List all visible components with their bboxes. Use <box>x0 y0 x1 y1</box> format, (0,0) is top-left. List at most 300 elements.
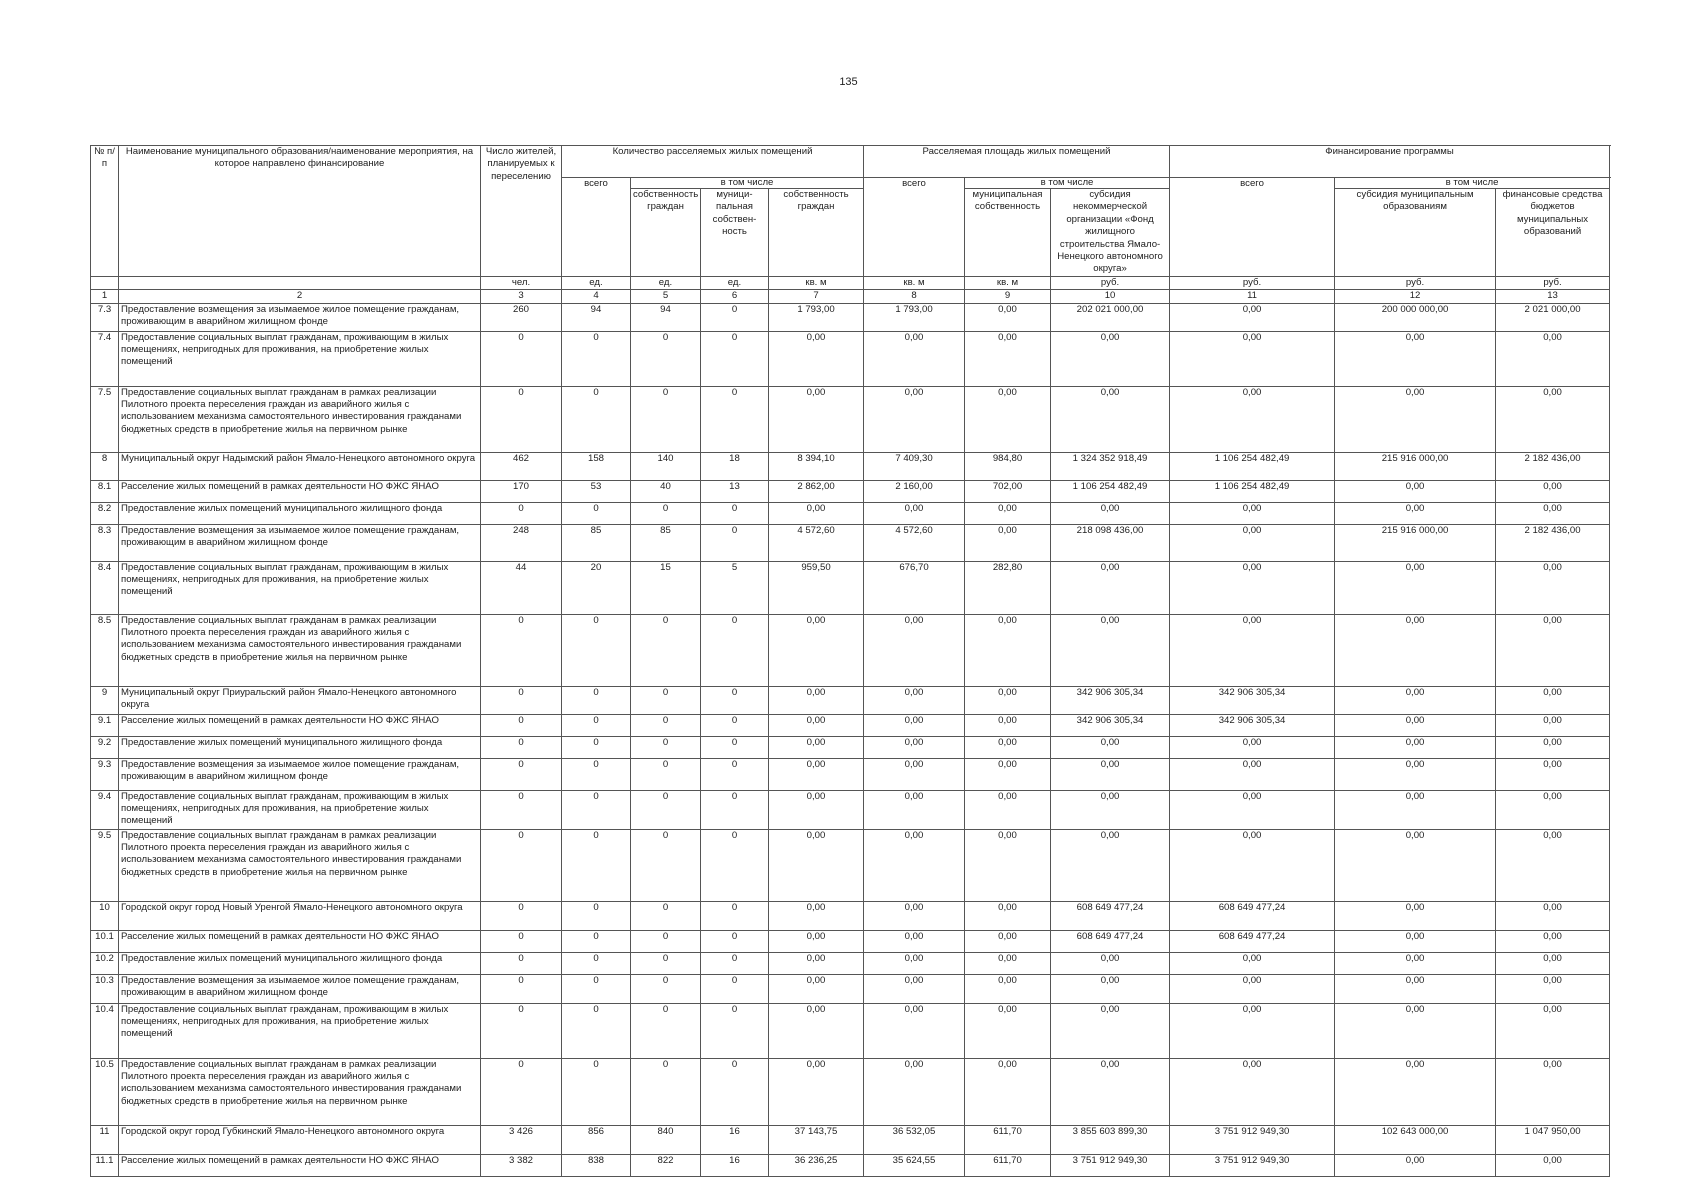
value-cell: 0,00 <box>1051 790 1170 829</box>
value-cell: 0 <box>701 502 769 524</box>
value-cell: 0 <box>631 736 701 758</box>
value-cell: 0 <box>481 386 562 452</box>
value-cell: 0,00 <box>1335 758 1496 790</box>
col-number: 4 <box>562 290 631 303</box>
value-cell: 0,00 <box>965 790 1051 829</box>
value-cell: 0 <box>562 502 631 524</box>
value-cell: 822 <box>631 1154 701 1176</box>
value-cell: 0,00 <box>1335 930 1496 952</box>
row-name: Предоставление социальных выплат гражданам, проживающим в жилых помещениях, непригодных для проживания, на приобретение жилых помещений <box>119 561 481 614</box>
value-cell: 0,00 <box>1170 758 1335 790</box>
value-cell: 0 <box>631 952 701 974</box>
value-cell: 984,80 <box>965 452 1051 480</box>
header-num: № п/п <box>91 146 119 277</box>
value-cell: 0 <box>562 331 631 386</box>
value-cell: 3 751 912 949,30 <box>1170 1125 1335 1154</box>
value-cell: 462 <box>481 452 562 480</box>
value-cell: 0,00 <box>1496 1154 1610 1176</box>
value-cell: 260 <box>481 303 562 331</box>
value-cell: 218 098 436,00 <box>1051 524 1170 561</box>
value-cell: 702,00 <box>965 480 1051 502</box>
table-row <box>91 930 1610 952</box>
value-cell: 0 <box>701 614 769 686</box>
value-cell: 5 <box>701 561 769 614</box>
value-cell: 0,00 <box>1335 502 1496 524</box>
row-name: Предоставление возмещения за изымаемое жилое помещение гражданам, проживающим в аварийном жилищном фонде <box>119 303 481 331</box>
col-number: 9 <box>965 290 1051 303</box>
header-prem-mun: муници-пальная собствен-ность <box>701 189 769 277</box>
value-cell: 0,00 <box>1496 790 1610 829</box>
row-name: Муниципальный округ Надымский район Ямало-Ненецкого автономного округа <box>119 452 481 480</box>
value-cell: 0,00 <box>1170 974 1335 1003</box>
value-cell: 0,00 <box>769 829 864 901</box>
row-number: 10.1 <box>91 930 119 952</box>
value-cell: 3 426 <box>481 1125 562 1154</box>
value-cell: 0,00 <box>1335 386 1496 452</box>
value-cell: 0,00 <box>1051 758 1170 790</box>
col-number: 7 <box>769 290 864 303</box>
value-cell: 342 906 305,34 <box>1051 686 1170 714</box>
value-cell: 342 906 305,34 <box>1170 714 1335 736</box>
value-cell: 0 <box>481 974 562 1003</box>
value-cell: 1 047 950,00 <box>1496 1125 1610 1154</box>
value-cell: 611,70 <box>965 1154 1051 1176</box>
header-area-mun: муниципальная собственность <box>965 189 1051 277</box>
table-row <box>91 736 1610 758</box>
value-cell: 0,00 <box>1496 502 1610 524</box>
value-cell: 85 <box>631 524 701 561</box>
value-cell: 0,00 <box>769 952 864 974</box>
value-cell: 0,00 <box>769 614 864 686</box>
value-cell: 0 <box>562 1003 631 1058</box>
value-cell: 0,00 <box>1335 790 1496 829</box>
value-cell: 0 <box>631 1003 701 1058</box>
value-cell: 248 <box>481 524 562 561</box>
col-number: 11 <box>1170 290 1335 303</box>
value-cell: 0,00 <box>1496 1003 1610 1058</box>
table-row <box>91 331 1610 386</box>
value-cell: 0 <box>562 1058 631 1125</box>
value-cell: 0 <box>562 736 631 758</box>
page-number: 135 <box>839 76 858 88</box>
value-cell: 0,00 <box>965 974 1051 1003</box>
value-cell: 0 <box>481 1058 562 1125</box>
value-cell: 0,00 <box>1170 790 1335 829</box>
value-cell: 0,00 <box>769 758 864 790</box>
value-cell: 0,00 <box>1335 614 1496 686</box>
value-cell: 0,00 <box>1051 502 1170 524</box>
value-cell: 0,00 <box>1496 331 1610 386</box>
value-cell: 0,00 <box>1496 561 1610 614</box>
value-cell: 102 643 000,00 <box>1335 1125 1496 1154</box>
value-cell: 35 624,55 <box>864 1154 965 1176</box>
value-cell: 838 <box>562 1154 631 1176</box>
value-cell: 0,00 <box>965 758 1051 790</box>
row-number: 10 <box>91 901 119 930</box>
value-cell: 0 <box>631 686 701 714</box>
unit-cell: руб. <box>1335 276 1496 289</box>
header-fin-fund: субсидия некоммерческой организации «Фонд жилищного строительства Ямало-Ненецкого автономного округа» <box>1051 189 1170 277</box>
table-row <box>91 524 1610 561</box>
value-cell: 0,00 <box>1335 1154 1496 1176</box>
value-cell: 0 <box>631 614 701 686</box>
row-name: Предоставление социальных выплат гражданам в рамках реализации Пилотного проекта переселения граждан из аварийного жилья с использованием механизма самостоятельного инвестирования гражданами бюджетных средств в приобретение жилья на первичном рынке <box>119 1058 481 1125</box>
table-row <box>91 452 1610 480</box>
value-cell: 0 <box>631 901 701 930</box>
row-number: 8.5 <box>91 614 119 686</box>
value-cell: 0,00 <box>1170 524 1335 561</box>
value-cell: 0 <box>701 974 769 1003</box>
table-row <box>91 1003 1610 1058</box>
value-cell: 170 <box>481 480 562 502</box>
header-fin-all: всего <box>1170 178 1335 277</box>
value-cell: 0 <box>481 502 562 524</box>
table-row <box>91 790 1610 829</box>
row-name: Муниципальный округ Приуральский район Ямало-Ненецкого автономного округа <box>119 686 481 714</box>
table-row <box>91 1125 1610 1154</box>
unit-cell: кв. м <box>864 276 965 289</box>
table-row <box>91 502 1610 524</box>
value-cell: 0,00 <box>864 901 965 930</box>
value-cell: 13 <box>701 480 769 502</box>
value-cell: 0,00 <box>965 714 1051 736</box>
value-cell: 3 855 603 899,30 <box>1051 1125 1170 1154</box>
value-cell: 40 <box>631 480 701 502</box>
value-cell: 0,00 <box>1170 952 1335 974</box>
value-cell: 94 <box>631 303 701 331</box>
value-cell: 0 <box>562 386 631 452</box>
value-cell: 342 906 305,34 <box>1051 714 1170 736</box>
value-cell: 0,00 <box>1170 736 1335 758</box>
value-cell: 16 <box>701 1125 769 1154</box>
value-cell: 0,00 <box>1496 952 1610 974</box>
value-cell: 20 <box>562 561 631 614</box>
value-cell: 0,00 <box>965 952 1051 974</box>
unit-cell: кв. м <box>769 276 864 289</box>
row-name: Предоставление жилых помещений муниципального жилищного фонда <box>119 736 481 758</box>
header-fin-incl: в том числе <box>1335 178 1610 189</box>
row-number: 9.3 <box>91 758 119 790</box>
value-cell: 840 <box>631 1125 701 1154</box>
table-row <box>91 974 1610 1003</box>
header-residents: Число жителей, планируемых к переселению <box>481 146 562 277</box>
unit-cell: ед. <box>562 276 631 289</box>
value-cell: 0 <box>701 331 769 386</box>
value-cell: 0,00 <box>1051 974 1170 1003</box>
row-number: 10.3 <box>91 974 119 1003</box>
unit-cell: чел. <box>481 276 562 289</box>
value-cell: 0 <box>701 1058 769 1125</box>
col-number: 8 <box>864 290 965 303</box>
value-cell: 1 793,00 <box>769 303 864 331</box>
row-number: 8.1 <box>91 480 119 502</box>
value-cell: 0,00 <box>1335 1003 1496 1058</box>
header-area-all: всего <box>864 178 965 277</box>
value-cell: 0,00 <box>769 714 864 736</box>
value-cell: 0,00 <box>769 331 864 386</box>
value-cell: 0,00 <box>1170 331 1335 386</box>
value-cell: 0 <box>562 790 631 829</box>
value-cell: 0 <box>562 952 631 974</box>
value-cell: 0 <box>481 790 562 829</box>
col-number: 10 <box>1051 290 1170 303</box>
unit-cell: ед. <box>701 276 769 289</box>
row-number: 10.2 <box>91 952 119 974</box>
value-cell: 0,00 <box>864 974 965 1003</box>
value-cell: 0,00 <box>864 1003 965 1058</box>
value-cell: 0,00 <box>1335 736 1496 758</box>
value-cell: 8 394,10 <box>769 452 864 480</box>
value-cell: 0,00 <box>1170 303 1335 331</box>
table-row <box>91 758 1610 790</box>
unit-cell: руб. <box>1496 276 1610 289</box>
table-row <box>91 1058 1610 1125</box>
col-number: 2 <box>119 290 481 303</box>
value-cell: 0,00 <box>864 714 965 736</box>
value-cell: 0,00 <box>769 1058 864 1125</box>
value-cell: 2 160,00 <box>864 480 965 502</box>
value-cell: 608 649 477,24 <box>1170 930 1335 952</box>
value-cell: 53 <box>562 480 631 502</box>
unit-cell: руб. <box>1170 276 1335 289</box>
value-cell: 282,80 <box>965 561 1051 614</box>
value-cell: 0,00 <box>965 686 1051 714</box>
value-cell: 0,00 <box>1496 686 1610 714</box>
table-row <box>91 303 1610 331</box>
value-cell: 0,00 <box>965 303 1051 331</box>
value-cell: 37 143,75 <box>769 1125 864 1154</box>
value-cell: 16 <box>701 1154 769 1176</box>
value-cell: 0,00 <box>1051 561 1170 614</box>
value-cell: 0,00 <box>1496 829 1610 901</box>
col-number: 1 <box>91 290 119 303</box>
value-cell: 0,00 <box>965 1003 1051 1058</box>
table-row <box>91 714 1610 736</box>
value-cell: 0,00 <box>769 736 864 758</box>
value-cell: 0,00 <box>965 1058 1051 1125</box>
col-number: 3 <box>481 290 562 303</box>
value-cell: 0,00 <box>1496 386 1610 452</box>
col-number: 6 <box>701 290 769 303</box>
value-cell: 158 <box>562 452 631 480</box>
value-cell: 0,00 <box>769 1003 864 1058</box>
value-cell: 0,00 <box>1335 480 1496 502</box>
value-cell: 0,00 <box>769 901 864 930</box>
value-cell: 0,00 <box>769 502 864 524</box>
value-cell: 36 236,25 <box>769 1154 864 1176</box>
header-fin-local: финансовые средства бюджетов муниципальных образований <box>1496 189 1610 277</box>
value-cell: 0 <box>701 930 769 952</box>
header-area: Расселяемая площадь жилых помещений <box>864 146 1170 178</box>
value-cell: 0 <box>701 829 769 901</box>
value-cell: 0 <box>631 502 701 524</box>
value-cell: 0,00 <box>1496 974 1610 1003</box>
value-cell: 2 021 000,00 <box>1496 303 1610 331</box>
value-cell: 0 <box>631 974 701 1003</box>
table-row <box>91 901 1610 930</box>
value-cell: 0,00 <box>1496 1058 1610 1125</box>
value-cell: 0,00 <box>864 502 965 524</box>
header-premises-incl: в том числе <box>631 178 864 189</box>
value-cell: 0 <box>481 952 562 974</box>
value-cell: 0,00 <box>864 930 965 952</box>
value-cell: 0,00 <box>1170 386 1335 452</box>
row-number: 9.1 <box>91 714 119 736</box>
row-name: Предоставление социальных выплат гражданам, проживающим в жилых помещениях, непригодных для проживания, на приобретение жилых помещений <box>119 790 481 829</box>
value-cell: 1 106 254 482,49 <box>1170 480 1335 502</box>
row-name: Расселение жилых помещений в рамках деятельности НО ФЖС ЯНАО <box>119 714 481 736</box>
value-cell: 0 <box>701 790 769 829</box>
value-cell: 0 <box>701 901 769 930</box>
row-number: 8 <box>91 452 119 480</box>
value-cell: 0 <box>562 930 631 952</box>
value-cell: 0,00 <box>1335 974 1496 1003</box>
value-cell: 0,00 <box>864 829 965 901</box>
value-cell: 0 <box>631 758 701 790</box>
header-premises: Количество расселяемых жилых помещений <box>562 146 864 178</box>
value-cell: 36 532,05 <box>864 1125 965 1154</box>
value-cell: 0,00 <box>1051 1003 1170 1058</box>
row-number: 10.5 <box>91 1058 119 1125</box>
value-cell: 0,00 <box>864 758 965 790</box>
value-cell: 0 <box>481 930 562 952</box>
value-cell: 3 751 912 949,30 <box>1170 1154 1335 1176</box>
unit-cell: руб. <box>1051 276 1170 289</box>
value-cell: 0,00 <box>1051 614 1170 686</box>
value-cell: 856 <box>562 1125 631 1154</box>
value-cell: 611,70 <box>965 1125 1051 1154</box>
value-cell: 0,00 <box>769 386 864 452</box>
value-cell: 0,00 <box>965 524 1051 561</box>
value-cell: 0 <box>631 930 701 952</box>
row-name: Городской округ город Губкинский Ямало-Ненецкого автономного округа <box>119 1125 481 1154</box>
value-cell: 0 <box>701 736 769 758</box>
row-number: 7.5 <box>91 386 119 452</box>
value-cell: 0,00 <box>864 1058 965 1125</box>
value-cell: 2 182 436,00 <box>1496 524 1610 561</box>
value-cell: 0,00 <box>1496 714 1610 736</box>
value-cell: 0,00 <box>864 331 965 386</box>
value-cell: 0 <box>562 714 631 736</box>
value-cell: 676,70 <box>864 561 965 614</box>
value-cell: 0,00 <box>965 614 1051 686</box>
value-cell: 608 649 477,24 <box>1051 901 1170 930</box>
value-cell: 0,00 <box>1496 736 1610 758</box>
value-cell: 0,00 <box>965 829 1051 901</box>
row-name: Предоставление социальных выплат гражданам, проживающим в жилых помещениях, непригодных для проживания, на приобретение жилых помещений <box>119 331 481 386</box>
value-cell: 4 572,60 <box>769 524 864 561</box>
row-number: 9.2 <box>91 736 119 758</box>
value-cell: 7 409,30 <box>864 452 965 480</box>
value-cell: 0 <box>481 901 562 930</box>
value-cell: 0,00 <box>1496 758 1610 790</box>
row-name: Предоставление жилых помещений муниципального жилищного фонда <box>119 952 481 974</box>
value-cell: 202 021 000,00 <box>1051 303 1170 331</box>
value-cell: 0,00 <box>864 686 965 714</box>
table-row <box>91 386 1610 452</box>
row-number: 9.5 <box>91 829 119 901</box>
value-cell: 0,00 <box>1051 1058 1170 1125</box>
value-cell: 0 <box>701 386 769 452</box>
value-cell: 1 106 254 482,49 <box>1170 452 1335 480</box>
table-row <box>91 829 1610 901</box>
value-cell: 0 <box>481 331 562 386</box>
value-cell: 0 <box>481 1003 562 1058</box>
unit-cell: кв. м <box>965 276 1051 289</box>
value-cell: 0 <box>701 303 769 331</box>
value-cell: 0,00 <box>1051 736 1170 758</box>
value-cell: 0 <box>631 1058 701 1125</box>
col-number: 5 <box>631 290 701 303</box>
row-number: 8.3 <box>91 524 119 561</box>
value-cell: 0,00 <box>1051 386 1170 452</box>
value-cell: 0 <box>481 829 562 901</box>
value-cell: 3 751 912 949,30 <box>1051 1154 1170 1176</box>
value-cell: 2 182 436,00 <box>1496 452 1610 480</box>
value-cell: 0,00 <box>1335 952 1496 974</box>
value-cell: 959,50 <box>769 561 864 614</box>
value-cell: 0,00 <box>965 386 1051 452</box>
row-name: Расселение жилых помещений в рамках деятельности НО ФЖС ЯНАО <box>119 480 481 502</box>
value-cell: 0,00 <box>965 331 1051 386</box>
value-cell: 0 <box>701 952 769 974</box>
header-area-incl: в том числе <box>965 178 1170 189</box>
value-cell: 0,00 <box>1170 614 1335 686</box>
value-cell: 0,00 <box>1335 1058 1496 1125</box>
value-cell: 3 382 <box>481 1154 562 1176</box>
value-cell: 0 <box>481 714 562 736</box>
value-cell: 4 572,60 <box>864 524 965 561</box>
value-cell: 0,00 <box>1335 561 1496 614</box>
value-cell: 0,00 <box>1335 901 1496 930</box>
row-name: Предоставление социальных выплат гражданам в рамках реализации Пилотного проекта переселения граждан из аварийного жилья с использованием механизма самостоятельного инвестирования гражданами бюджетных средств в приобретение жилья на первичном рынке <box>119 386 481 452</box>
table-row <box>91 561 1610 614</box>
row-name: Расселение жилых помещений в рамках деятельности НО ФЖС ЯНАО <box>119 930 481 952</box>
value-cell: 0 <box>631 790 701 829</box>
value-cell: 94 <box>562 303 631 331</box>
value-cell: 0 <box>701 686 769 714</box>
value-cell: 0 <box>481 736 562 758</box>
table-row <box>91 952 1610 974</box>
value-cell: 0,00 <box>1170 561 1335 614</box>
col-number: 12 <box>1335 290 1496 303</box>
value-cell: 0,00 <box>864 386 965 452</box>
value-cell: 0,00 <box>1170 502 1335 524</box>
row-name: Предоставление возмещения за изымаемое жилое помещение гражданам, проживающим в аварийном жилищном фонде <box>119 758 481 790</box>
row-name: Предоставление социальных выплат гражданам в рамках реализации Пилотного проекта переселения граждан из аварийного жилья с использованием механизма самостоятельного инвестирования гражданами бюджетных средств в приобретение жилья на первичном рынке <box>119 829 481 901</box>
value-cell: 85 <box>562 524 631 561</box>
row-name: Расселение жилых помещений в рамках деятельности НО ФЖС ЯНАО <box>119 1154 481 1176</box>
value-cell: 0 <box>701 758 769 790</box>
value-cell: 0,00 <box>1496 930 1610 952</box>
value-cell: 0 <box>631 386 701 452</box>
value-cell: 608 649 477,24 <box>1051 930 1170 952</box>
row-number: 8.2 <box>91 502 119 524</box>
value-cell: 0 <box>701 714 769 736</box>
value-cell: 215 916 000,00 <box>1335 452 1496 480</box>
header-name: Наименование муниципального образования/наименование мероприятия, на которое направлено финансирование <box>119 146 481 277</box>
value-cell: 0,00 <box>864 790 965 829</box>
value-cell: 0,00 <box>1335 714 1496 736</box>
value-cell: 0 <box>481 614 562 686</box>
value-cell: 18 <box>701 452 769 480</box>
value-cell: 0 <box>631 714 701 736</box>
value-cell: 0 <box>631 829 701 901</box>
value-cell: 0,00 <box>965 901 1051 930</box>
row-number: 9 <box>91 686 119 714</box>
value-cell: 342 906 305,34 <box>1170 686 1335 714</box>
value-cell: 0 <box>562 614 631 686</box>
